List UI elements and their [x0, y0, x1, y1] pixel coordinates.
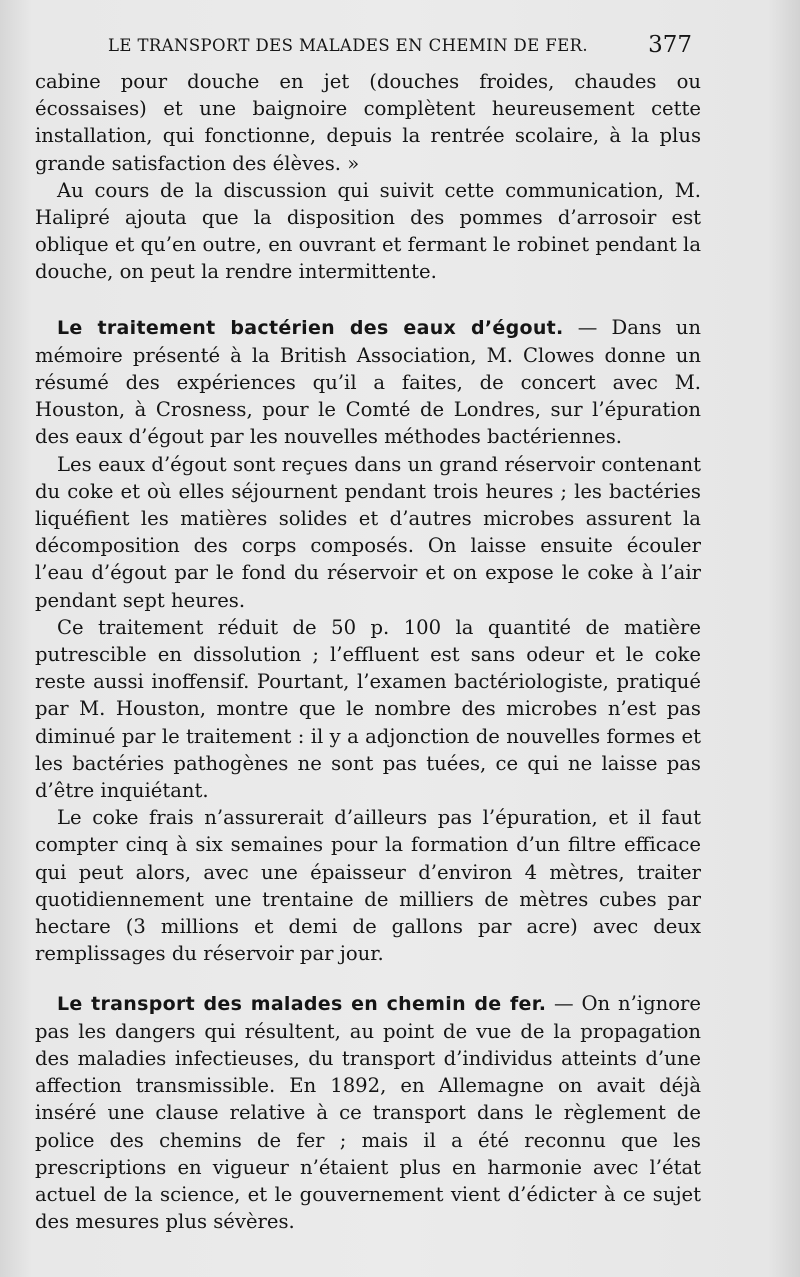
section-bacterial-treatment	[35, 314, 701, 451]
paragraph-text: Ce traitement réduit de 50 p. 100 la quantité de matière putrescible en dissolution ; l’effluent est sans odeur et le coke reste aussi inoffensif. Pourtant, l’examen bactériologiste, pratiqué par M. Houston, montre que le nombre des microbes n’est pas diminué par le traitement : il y a adjonction de nouvelles formes et les bactéries pathogènes ne sont pas tuées, ce qui ne laisse pas d’être inquiétant.	[35, 615, 701, 803]
page-number: 377	[648, 32, 692, 58]
paragraph-text: Les eaux d’égout sont reçues dans un grand réservoir contenant du coke et où elles séjournent pendant trois heures ; les bactéries liquéfient les matières solides et d’autres microbes assurent la décomposition des corps composés. On laisse ensuite écouler l’eau d’égout par le fond du réservoir et on expose le coke à l’air pendant sept heures.	[35, 452, 701, 612]
running-head	[60, 32, 692, 62]
running-title: LE TRANSPORT DES MALADES EN CHEMIN DE FER.	[108, 36, 589, 55]
paragraph-fresh-coke	[35, 804, 701, 967]
paragraph-text: cabine pour douche en jet (douches froides, chaudes ou écossaises) et une baignoire complètent heureusement cette installation, qui fonctionne, depuis la rentrée scolaire, à la plus grande satisfaction des élèves. »	[35, 70, 701, 175]
paragraph-text: — Dans un mémoire présenté à la British Association, M. Clowes donne un résumé des expériences qu’il a faites, de concert avec M. Houston, à Crosness, pour le Comté de Londres, sur l’épuration des eaux d’égout par les nouvelles méthodes bactériennes.	[35, 315, 701, 449]
section-heading: Le traitement bactérien des eaux d’égout.	[57, 316, 564, 339]
paragraph-treatment-results	[35, 614, 701, 804]
body-text	[35, 68, 701, 1235]
paragraph-sewage-process	[35, 451, 701, 614]
paragraph-text: Le coke frais n’assurerait d’ailleurs pas l’épuration, et il faut compter cinq à six semaines pour la formation d’un filtre efficace qui peut alors, avec une épaisseur d’environ 4 mètres, traiter quotidiennement une trentaine de milliers de mètres cubes par hectare (3 millions et demi de gallons par acre) avec deux remplissages du réservoir par jour.	[35, 806, 701, 966]
paragraph-continuation	[35, 68, 701, 177]
section-heading: Le transport des malades en chemin de fer.	[57, 992, 547, 1015]
paragraph-text: Au cours de la discussion qui suivit cette communication, M. Halipré ajouta que la disposition des pommes d’arrosoir est oblique et qu’en outre, en ouvrant et fermant le robinet pendant la douche, on peut la rendre intermittente.	[35, 178, 701, 284]
paragraph-discussion	[35, 177, 701, 286]
section-railway-transport	[35, 990, 701, 1236]
paragraph-text: — On n’ignore pas les dangers qui résultent, au point de vue de la propagation des maladies infectieuses, du transport d’individus atteints d’une affection transmissible. En 1892, en Allemagne on avait déjà inséré une clause relative à ce transport dans le règlement de police des chemins de fer ; mais il a été reconnu que les prescriptions en vigueur n’étaient plus en harmonie avec l’état actuel de la science, et le gouvernement vient d’édicter à ce sujet des mesures plus sévères.	[35, 991, 701, 1234]
